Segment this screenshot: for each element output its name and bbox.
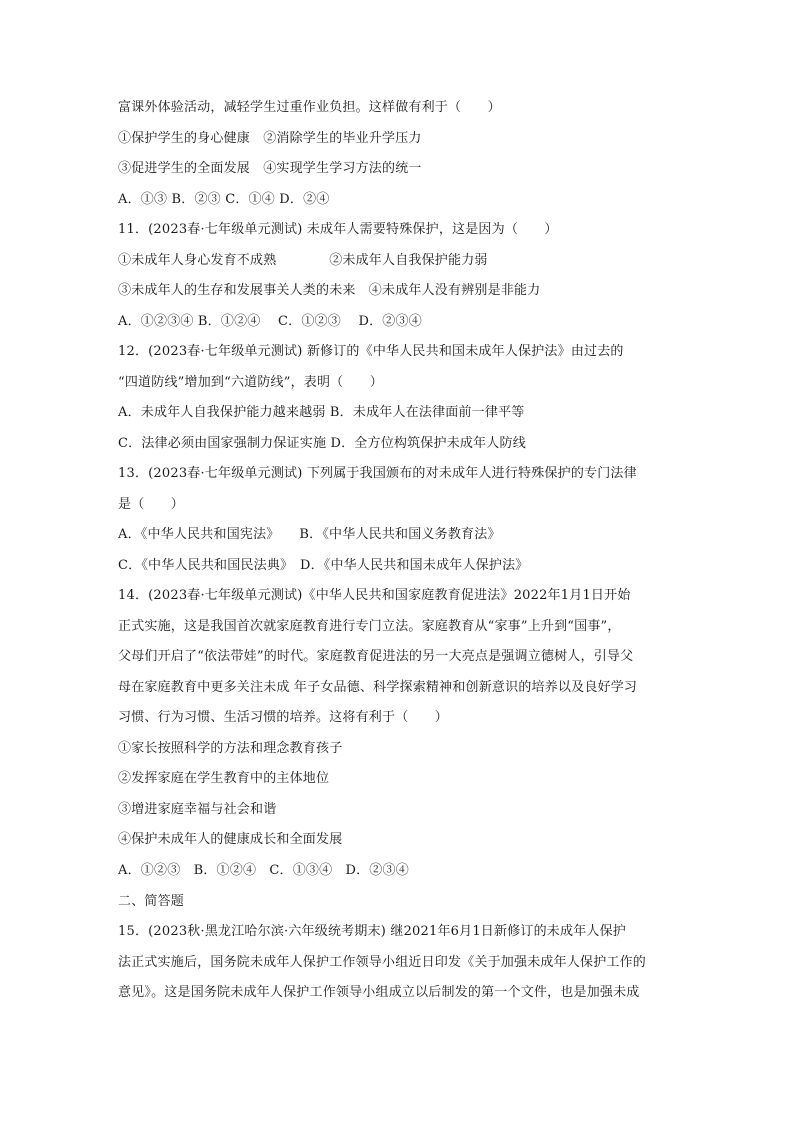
question-14-option-line: ③增进家庭幸福与社会和谐 <box>118 802 277 817</box>
question-11-option-line: ③未成年人的生存和发展事关人类的未来 ④未成年人没有辨别是非能力 <box>118 283 541 298</box>
question-11-stem: 11．(2023春·七年级单元测试) 未成年人需要特殊保护，这是因为（ ） <box>118 222 558 237</box>
question-13-answer-choices: C．《中华人民共和国民法典》 D．《中华人民共和国未成年人保护法》 <box>118 558 529 573</box>
question-10-stem-end: 富课外体验活动，减轻学生过重作业负担。这样做有利于（ ） <box>118 100 501 115</box>
question-14-stem: 母在家庭教育中更多关注未成 年子女品德、科学探索精神和创新意识的培养以及良好学习 <box>118 680 638 695</box>
question-14-option-line: ①家长按照科学的方法和理念教育孩子 <box>118 741 343 756</box>
question-15-stem: 15．(2023秋·黑龙江哈尔滨·六年级统考期末) 继2021年6月1日新修订的未成年人保护 <box>118 924 626 939</box>
section-heading: 二、简答题 <box>118 894 185 909</box>
question-14-stem: 正式实施，这是我国首次就家庭教育进行专门立法。家庭教育从“家事”上升到“国事”， <box>118 619 621 634</box>
question-11-option-line: ①未成年人身心发育不成熟 ②未成年人自我保护能力弱 <box>118 253 488 268</box>
question-10-option-line: ①保护学生的身心健康 ②消除学生的毕业升学压力 <box>118 131 422 146</box>
question-13-answer-choices: A．《中华人民共和国宪法》 B．《中华人民共和国义务教育法》 <box>118 527 501 542</box>
question-15-stem: 法正式实施后，国务院未成年人保护工作领导小组近日印发《关于加强未成年人保护工作的 <box>118 955 647 970</box>
question-14-stem: 14．(2023春·七年级单元测试)《中华人民共和国家庭教育促进法》2022年1月1日开始 <box>118 588 631 603</box>
question-11-answer-choices: A．①②③④ B．①②④ C．①②③ D．②③④ <box>118 314 422 329</box>
question-12-stem: 12．(2023春·七年级单元测试) 新修订的《中华人民共和国未成年人保护法》由过去的 <box>118 344 624 359</box>
question-10-answer-choices: A．①③ B．②③ C．①④ D．②④ <box>118 192 330 207</box>
question-14-stem: 父母们开启了“依法带娃”的时代。家庭教育促进法的另一大亮点是强调立德树人，引导父 <box>118 649 634 664</box>
question-14-answer-choices: A．①②③ B．①②④ C．①③④ D．②③④ <box>118 863 409 878</box>
question-13-stem: 13．(2023春·七年级单元测试) 下列属于我国颁布的对未成年人进行特殊保护的专门法律 <box>118 466 637 481</box>
question-14-option-line: ④保护未成年人的健康成长和全面发展 <box>118 832 343 847</box>
question-13-stem: 是（ ） <box>118 497 185 512</box>
question-12-stem: “四道防线”增加到“六道防线”，表明（ ） <box>118 375 383 390</box>
question-14-stem: 习惯、行为习惯、生活习惯的培养。这将有利于（ ） <box>118 710 449 725</box>
question-10-option-line: ③促进学生的全面发展 ④实现学生学习方法的统一 <box>118 161 422 176</box>
question-12-answer-choices: C．法律必须由国家强制力保证实施 D．全方位构筑保护未成年人防线 <box>118 436 526 451</box>
question-15-stem: 意见》。这是国务院未成年人保护工作领导小组成立以后制发的第一个文件，也是加强未成 <box>118 985 640 1000</box>
question-14-option-line: ②发挥家庭在学生教育中的主体地位 <box>118 771 330 786</box>
question-12-answer-choices: A．未成年人自我保护能力越来越弱 B．未成年人在法律面前一律平等 <box>118 405 525 420</box>
